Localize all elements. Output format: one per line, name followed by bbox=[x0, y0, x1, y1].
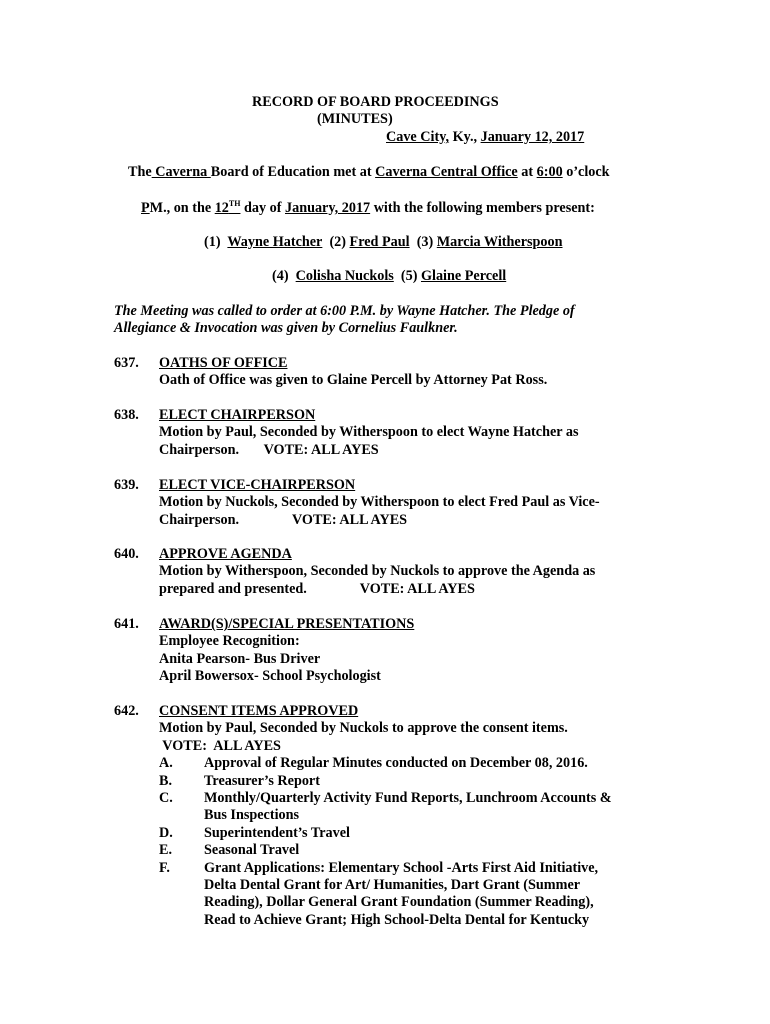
item-text: Motion by Paul, Seconded by Nuckols to approve the consent items. bbox=[159, 720, 568, 737]
member-number: (5) bbox=[400, 268, 418, 284]
intro-line-1 bbox=[128, 164, 610, 181]
consent-item-f bbox=[159, 860, 612, 930]
document-title: RECORD OF BOARD PROCEEDINGS bbox=[252, 94, 499, 110]
location-date-line bbox=[386, 129, 584, 146]
intro-text: Board of Education met at bbox=[210, 164, 376, 180]
intro-text: P bbox=[141, 200, 150, 216]
item-title: AWARD(S)/SPECIAL PRESENTATIONS bbox=[159, 616, 415, 632]
item-title: CONSENT ITEMS APPROVED bbox=[159, 703, 359, 719]
consent-item-c bbox=[159, 790, 612, 825]
meeting-month: January, 2017 bbox=[285, 200, 371, 216]
meeting-time: 6:00 bbox=[536, 164, 563, 180]
consent-item-a bbox=[159, 755, 612, 772]
member-name: Fred Paul bbox=[349, 234, 410, 250]
item-text: VOTE: ALL AYES bbox=[159, 737, 281, 754]
member-number: (1) bbox=[204, 234, 221, 250]
location-city: Cave City, bbox=[386, 129, 450, 145]
intro-text: The bbox=[128, 164, 152, 180]
meeting-day: 12 bbox=[214, 200, 229, 216]
intro-text: o’clock bbox=[562, 164, 610, 180]
intro-line-2 bbox=[141, 200, 595, 217]
board-name: Caverna bbox=[151, 164, 211, 180]
item-text: prepared and presented. VOTE: ALL AYES bbox=[159, 580, 475, 597]
consent-text: Approval of Regular Minutes conducted on December 08, 2016. bbox=[204, 755, 588, 772]
members-line-2 bbox=[272, 268, 506, 285]
consent-letter: A. bbox=[159, 755, 173, 772]
call-to-order-line: The Meeting was called to order at 6:00 P.M. by Wayne Hatcher. The Pledge of bbox=[114, 303, 575, 319]
consent-item-b bbox=[159, 773, 612, 790]
meeting-place: Caverna Central Office bbox=[375, 164, 518, 180]
member-name: Wayne Hatcher bbox=[227, 234, 323, 250]
item-title: OATHS OF OFFICE bbox=[159, 355, 288, 371]
member-name: Glaine Percell bbox=[420, 268, 507, 284]
consent-text: Superintendent’s Travel bbox=[204, 824, 350, 841]
member-name: Marcia Witherspoon bbox=[436, 234, 563, 250]
consent-text: Monthly/Quarterly Activity Fund Reports, Lunchroom Accounts & bbox=[204, 790, 612, 807]
consent-item-e bbox=[159, 842, 612, 859]
consent-letter: F. bbox=[159, 859, 170, 876]
item-number: 638. bbox=[114, 407, 139, 423]
consent-text: Grant Applications: Elementary School -Arts First Aid Initiative, bbox=[204, 859, 599, 876]
item-title: ELECT CHAIRPERSON bbox=[159, 407, 316, 423]
intro-text: with the following members present: bbox=[370, 200, 595, 216]
document-subtitle: (MINUTES) bbox=[317, 111, 393, 127]
call-to-order-line: Allegiance & Invocation was given by Cornelius Faulkner. bbox=[114, 320, 458, 337]
consent-text: Seasonal Travel bbox=[204, 842, 300, 859]
consent-text: Treasurer’s Report bbox=[204, 772, 320, 789]
item-number: 641. bbox=[114, 616, 139, 632]
member-name: Colisha Nuckols bbox=[295, 268, 394, 284]
item-number: 642. bbox=[114, 703, 139, 719]
item-text: Motion by Paul, Seconded by Witherspoon to elect Wayne Hatcher as bbox=[159, 424, 579, 441]
item-title: APPROVE AGENDA bbox=[159, 546, 292, 562]
location-state: Ky., bbox=[449, 129, 481, 145]
intro-text: M., on the bbox=[149, 200, 215, 216]
day-suffix: TH bbox=[228, 199, 241, 208]
member-number: (4) bbox=[272, 268, 289, 284]
item-text: Anita Pearson- Bus Driver bbox=[159, 650, 321, 667]
item-text: Oath of Office was given to Glaine Percell by Attorney Pat Ross. bbox=[159, 372, 548, 389]
consent-letter: B. bbox=[159, 772, 173, 789]
item-number: 639. bbox=[114, 477, 139, 493]
consent-text: Reading), Dollar General Grant Foundation (Summer Reading), bbox=[204, 894, 594, 911]
member-number: (3) bbox=[416, 234, 434, 250]
intro-text: day of bbox=[240, 200, 285, 216]
consent-letter: E. bbox=[159, 842, 173, 859]
intro-text: at bbox=[517, 164, 537, 180]
item-text: Motion by Witherspoon, Seconded by Nuckols to approve the Agenda as bbox=[159, 563, 596, 580]
item-text: April Bowersox- School Psychologist bbox=[159, 668, 381, 685]
consent-text: Delta Dental Grant for Art/ Humanities, Dart Grant (Summer bbox=[204, 877, 581, 894]
item-number: 640. bbox=[114, 546, 139, 562]
item-text: Employee Recognition: bbox=[159, 633, 300, 650]
item-text: Motion by Nuckols, Seconded by Witherspoon to elect Fred Paul as Vice- bbox=[159, 494, 600, 511]
consent-letter: D. bbox=[159, 824, 173, 841]
consent-item-d bbox=[159, 825, 612, 842]
call-to-order bbox=[114, 303, 575, 338]
consent-text: Read to Achieve Grant; High School-Delta Dental for Kentucky bbox=[204, 911, 590, 928]
consent-text: Bus Inspections bbox=[204, 807, 300, 824]
item-text: Chairperson. VOTE: ALL AYES bbox=[159, 511, 408, 528]
item-title: ELECT VICE-CHAIRPERSON bbox=[159, 477, 356, 493]
members-line-1 bbox=[204, 234, 563, 251]
item-number: 637. bbox=[114, 355, 139, 371]
meeting-date: January 12, 2017 bbox=[480, 129, 585, 145]
item-text: Chairperson. VOTE: ALL AYES bbox=[159, 441, 379, 458]
consent-letter: C. bbox=[159, 790, 173, 807]
member-number: (2) bbox=[329, 234, 346, 250]
